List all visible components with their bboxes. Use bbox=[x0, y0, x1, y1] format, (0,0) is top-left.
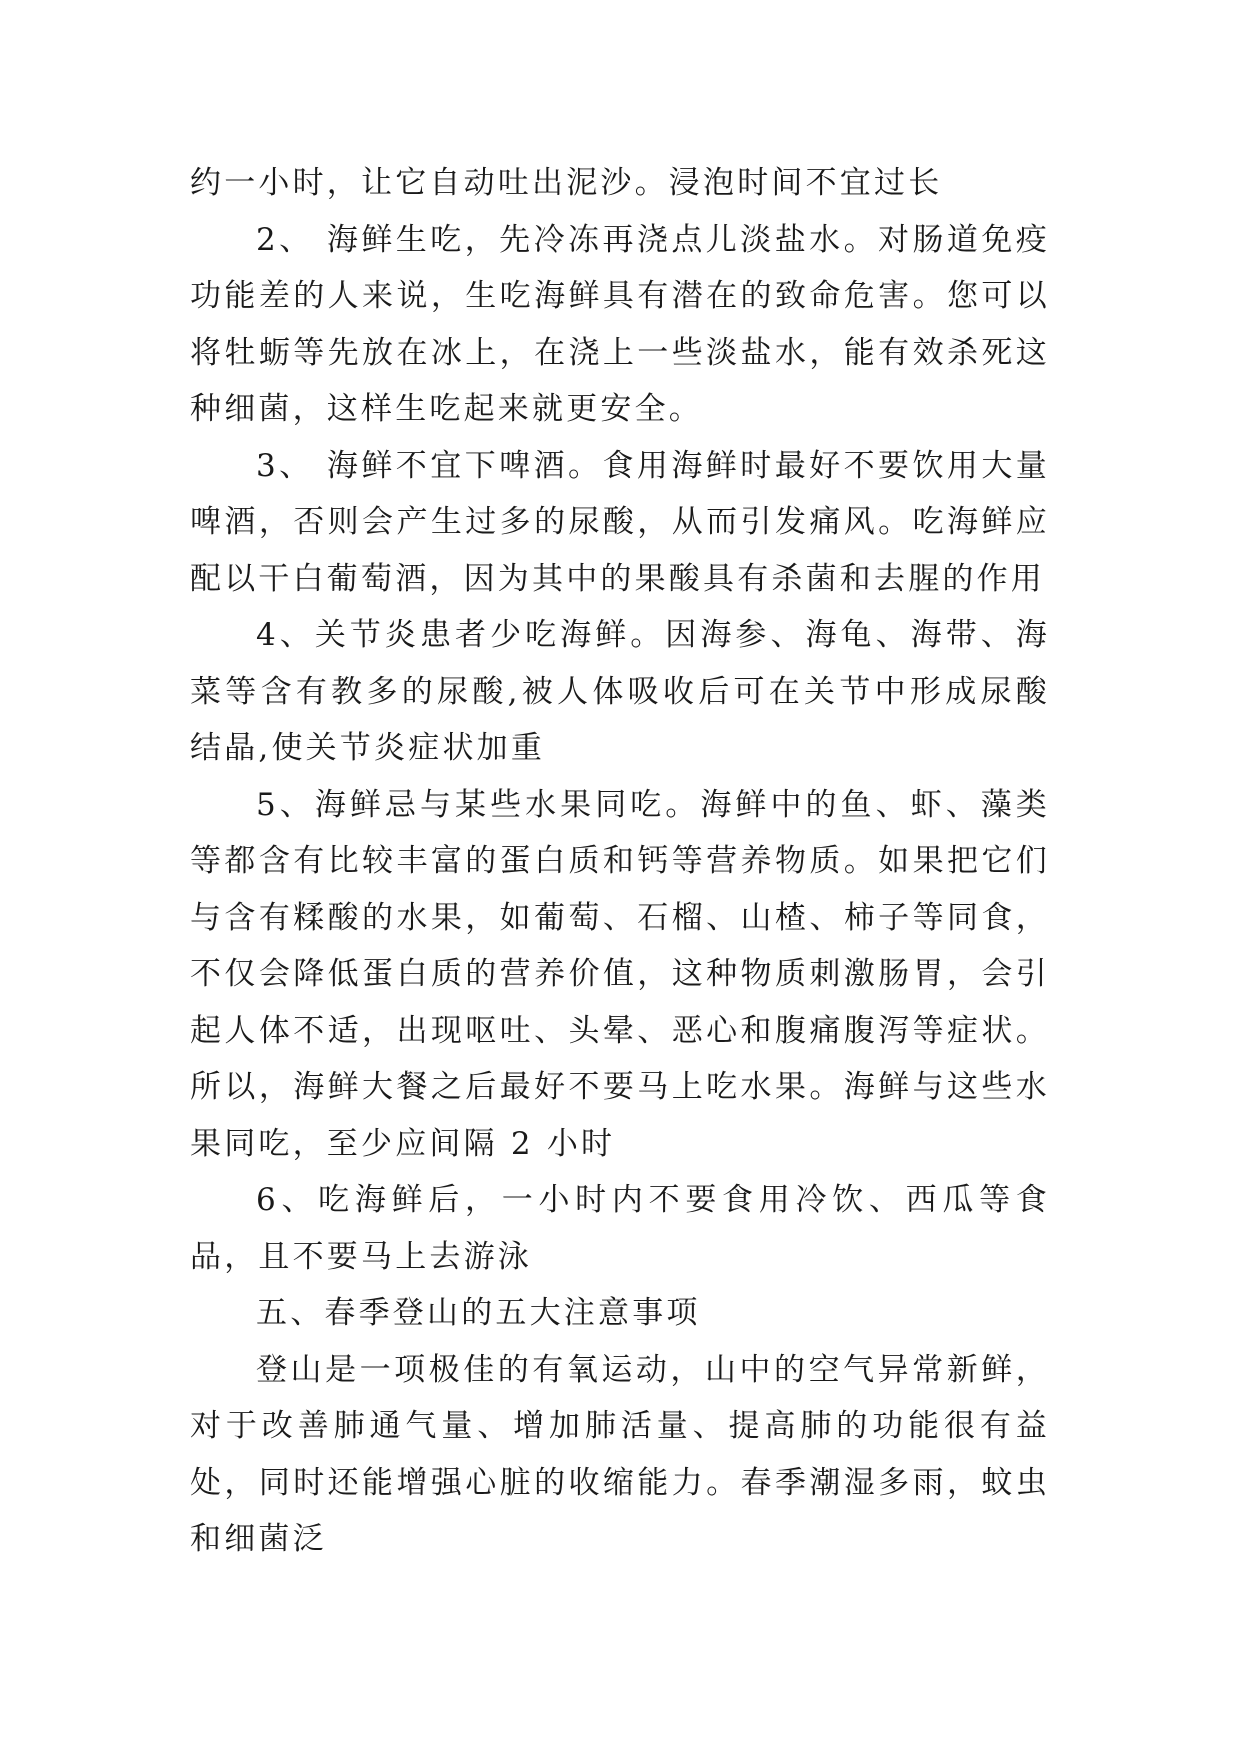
paragraph-item-3: 3、 海鲜不宜下啤酒。食用海鲜时最好不要饮用大量啤酒，否则会产生过多的尿酸，从而引发痛风。吃海鲜应配以干白葡萄酒，因为其中的果酸具有杀菌和去腥的作用 bbox=[190, 447, 1050, 597]
section-heading: 五、春季登山的五大注意事项 bbox=[256, 1295, 701, 1331]
paragraph-body: 登山是一项极佳的有氧运动，山中的空气异常新鲜，对于改善肺通气量、增加肺活量、提高肺的功能很有益处，同时还能增强心脏的收缩能力。春季潮湿多雨，蚊虫和细菌泛 bbox=[190, 1351, 1050, 1557]
paragraph-item-4: 4、关节炎患者少吃海鲜。因海参、海龟、海带、海菜等含有教多的尿酸,被人体吸收后可在关节中形成尿酸结晶,使关节炎症状加重 bbox=[190, 617, 1050, 766]
document-page bbox=[190, 155, 1050, 1568]
paragraph-item-6: 6、吃海鲜后，一小时内不要食用冷饮、西瓜等食品，且不要马上去游泳 bbox=[190, 1182, 1050, 1275]
paragraph-item-2: 2、 海鲜生吃，先冷冻再浇点儿淡盐水。对肠道免疫功能差的人来说，生吃海鲜具有潜在的致命危害。您可以将牡蛎等先放在冰上，在浇上一些淡盐水，能有效杀死这种细菌，这样生吃起来就更安全。 bbox=[190, 221, 1050, 427]
paragraph-item-5: 5、海鲜忌与某些水果同吃。海鲜中的鱼、虾、藻类等都含有比较丰富的蛋白质和钙等营养物质。如果把它们与含有糅酸的水果，如葡萄、石榴、山楂、柿子等同食，不仅会降低蛋白质的营养价值，这种物质刺激肠胃，会引起人体不适，出现呕吐、头晕、恶心和腹痛腹泻等症状。所以，海鲜大餐之后最好不要马上吃水果。海鲜与这些水果同吃，至少应间隔 2 小时 bbox=[190, 786, 1050, 1162]
paragraph-continuation: 约一小时，让它自动吐出泥沙。浸泡时间不宜过长 bbox=[190, 165, 943, 201]
